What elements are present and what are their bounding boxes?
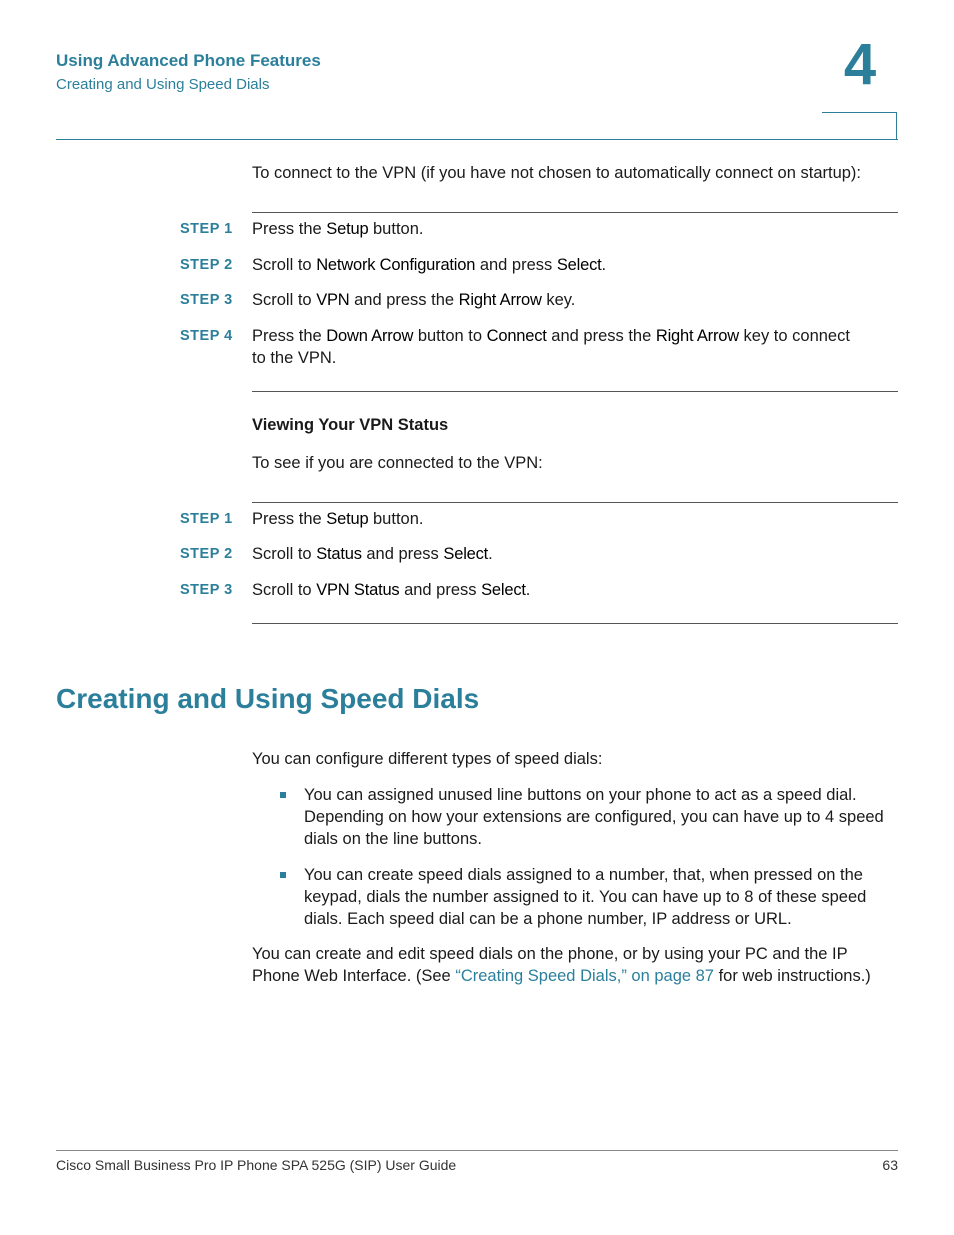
list-item: You can assigned unused line buttons on your phone to act as a speed dial. Depending on how your extensions are configured, you can have up to 4 speed dials on the line buttons.: [304, 786, 884, 848]
steps-bottom-divider: [252, 391, 898, 392]
step-text: Press the Setup button.: [252, 510, 424, 528]
step-text: Scroll to VPN and press the Right Arrow key.: [252, 291, 576, 309]
section-subtitle: Creating and Using Speed Dials: [56, 76, 270, 93]
step-label: STEP 1: [180, 221, 233, 237]
speed-dials-intro: You can configure different types of speed dials:: [252, 750, 603, 768]
section-heading: Creating and Using Speed Dials: [56, 683, 480, 714]
step-label: STEP 3: [180, 582, 233, 598]
steps-bottom-divider: [252, 623, 898, 624]
vpn-connect-intro: To connect to the VPN (if you have not chosen to automatically connect on startup):: [252, 164, 862, 182]
step-label: STEP 4: [180, 328, 233, 344]
list-item: You can create speed dials assigned to a number, that, when pressed on the keypad, dials the number assigned to it. You can have up to 8 of these speed dials. Each speed dial can be a phone number, IP address or URL.: [304, 866, 867, 928]
step-text: Scroll to Network Configuration and press Select.: [252, 256, 607, 274]
bullet-square-icon: [280, 792, 286, 798]
header-divider: [56, 139, 898, 140]
vpn-status-intro: To see if you are connected to the VPN:: [252, 454, 543, 472]
footer-guide-title: Cisco Small Business Pro IP Phone SPA 525G (SIP) User Guide: [56, 1157, 457, 1173]
footer-divider: [56, 1150, 898, 1151]
step-label: STEP 2: [180, 546, 233, 562]
steps-top-divider: [252, 502, 898, 503]
cross-reference-link[interactable]: “Creating Speed Dials,” on page 87: [455, 967, 714, 985]
step-label: STEP 3: [180, 292, 233, 308]
speed-dials-closing-paragraph: You can create and edit speed dials on the phone, or by using your PC and the IP Phone Web Interface. (See “Creating Speed Dials,” on page 87 for web instructions.): [252, 945, 871, 985]
step-text: Scroll to VPN Status and press Select.: [252, 581, 531, 599]
chapter-title: Using Advanced Phone Features: [56, 51, 321, 70]
step-label: STEP 2: [180, 257, 233, 273]
step-label: STEP 1: [180, 511, 233, 527]
vpn-status-heading: Viewing Your VPN Status: [252, 416, 449, 434]
steps-top-divider: [252, 212, 898, 213]
step-text: Press the Down Arrow button to Connect and press the Right Arrow key to connect to the VPN.: [252, 327, 850, 367]
chapter-number-frame: [822, 112, 897, 139]
step-text: Scroll to Status and press Select.: [252, 545, 493, 563]
chapter-number: 4: [843, 32, 877, 97]
bullet-square-icon: [280, 872, 286, 878]
step-text: Press the Setup button.: [252, 220, 424, 238]
page-number: 63: [882, 1157, 898, 1173]
